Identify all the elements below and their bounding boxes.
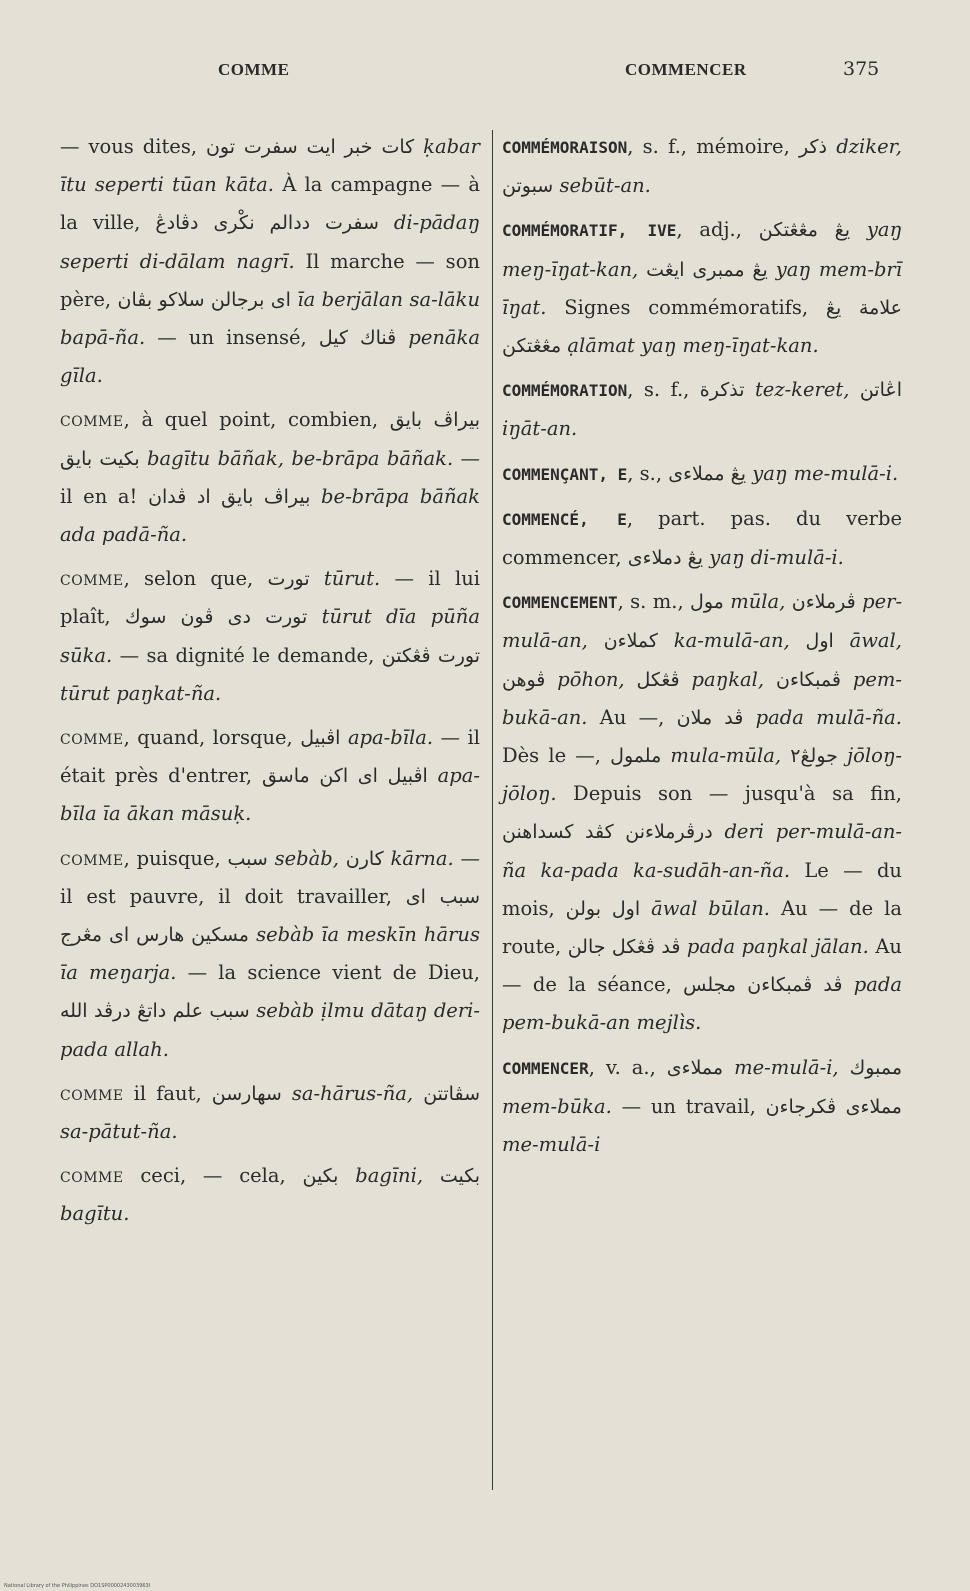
- transliteration: sebàb īa meskīn hārus īa meŋarja.: [60, 923, 480, 985]
- jawi-text: سبب علم داتڠ درڤد الله: [60, 1000, 250, 1023]
- entry-text: Au — de la séance,: [502, 935, 902, 997]
- jawi-text: يڠ دملاءى: [627, 547, 704, 570]
- transliteration: bagīni,: [355, 1164, 424, 1188]
- entry-text: [588, 629, 604, 652]
- transliteration: tūrut dīa pūña sūka.: [60, 605, 480, 667]
- entry-text: [625, 668, 637, 691]
- transliteration: ka-mulā-an,: [673, 629, 790, 653]
- jawi-text: مول: [690, 591, 724, 614]
- jawi-text: سڤاتتن: [423, 1082, 480, 1105]
- jawi-text: مملاءى: [666, 1056, 724, 1079]
- transliteration: mula-mūla,: [670, 744, 782, 768]
- jawi-text: اڤبيل اى اكن ماسق: [261, 765, 428, 788]
- entry-text: , s. f., mémoire,: [627, 135, 800, 158]
- entry-text: , à quel point, combien,: [123, 408, 390, 432]
- transliteration: me-mulā-i,: [734, 1055, 839, 1079]
- transliteration: sa-hārus-ña,: [291, 1081, 414, 1105]
- entry-text: — vous dites,: [60, 135, 206, 158]
- dictionary-entry: [502, 211, 902, 365]
- dictionary-entry: [60, 1157, 480, 1233]
- dictionary-entry: [60, 401, 480, 554]
- jawi-text: بيراڤ بايق اد ڤدان: [148, 485, 311, 508]
- entry-text: [713, 820, 725, 843]
- jawi-text: درڤرملاءنن كڤد كسداهنن: [502, 821, 713, 844]
- transliteration: pada pem-bukā-an mejlìs.: [502, 973, 902, 1035]
- transliteration: āwal,: [849, 629, 902, 653]
- jawi-text: سفرت ددالم نكْرى: [213, 212, 379, 235]
- jawi-text: ممبوك: [849, 1056, 902, 1079]
- entry-text: [384, 847, 391, 870]
- jawi-text: جولڠ٢: [790, 745, 838, 768]
- jawi-text: سبب: [227, 847, 268, 870]
- jawi-text: بكيت: [439, 1165, 480, 1188]
- entry-text: [839, 1056, 850, 1079]
- entry-text: [307, 605, 321, 628]
- jawi-text: ڤد ڤمبكاءن مجلس: [683, 974, 843, 997]
- transliteration: apa-bīla.: [347, 726, 434, 750]
- headword: COMMÉMORATION: [502, 381, 628, 401]
- jawi-text: اڠاتن: [859, 379, 902, 402]
- entry-text: Au — de la route,: [502, 896, 902, 959]
- jawi-text: ڤڠكل: [636, 668, 680, 691]
- headword: COMMENCER: [502, 1058, 589, 1078]
- entry-text: [849, 378, 859, 401]
- jawi-text: ڤرملاءن: [791, 591, 856, 614]
- entry-text: — il lui plaît,: [60, 567, 480, 629]
- entry-text: [640, 897, 651, 920]
- entry-text: [834, 629, 850, 652]
- dictionary-entry: [60, 719, 480, 834]
- entry-text: [340, 726, 347, 749]
- transliteration: di-pādaŋ seperti di-dālam nagrī.: [60, 211, 480, 273]
- transliteration: yaŋ meŋ-īŋat-kan,: [502, 218, 903, 281]
- entry-text: [249, 923, 256, 946]
- entry-text: [838, 744, 847, 767]
- entry-text: Signes commémoratifs,: [546, 295, 826, 319]
- headword: COMMENÇANT, E: [502, 464, 628, 484]
- right-column: [502, 128, 902, 1170]
- transliteration: pada mulā-ña.: [755, 705, 903, 729]
- entry-text: [310, 567, 324, 590]
- entry-keyword: comme: [60, 1164, 124, 1188]
- column-divider: [492, 130, 493, 1490]
- entry-text: [423, 1164, 440, 1187]
- entry-text: [338, 1164, 355, 1187]
- jawi-text: اول بولن: [565, 897, 641, 920]
- entry-text: — il est pauvre, il doit travailler,: [60, 846, 480, 908]
- entry-text: [827, 135, 836, 158]
- transliteration: mūla,: [730, 590, 786, 614]
- left-column: [60, 128, 480, 1240]
- transliteration: deri per-mulā-an-ña ka-pada ka-sudāh-an-ña.: [502, 820, 902, 882]
- entry-text: [638, 258, 646, 281]
- entry-text: il faut,: [123, 1081, 212, 1105]
- entry-text: — un insensé,: [145, 326, 319, 350]
- entry-text: [850, 218, 867, 241]
- transliteration: bagītu.: [60, 1202, 130, 1226]
- transliteration: penāka gīla.: [60, 326, 480, 388]
- entry-text: À la campagne — à la ville,: [60, 173, 480, 235]
- transliteration: iŋāt-an.: [502, 417, 578, 441]
- transliteration: me-mulā-i: [502, 1133, 601, 1157]
- jawi-text: ڤمبكاءن: [775, 668, 841, 691]
- jawi-text: ملمول: [610, 745, 662, 768]
- entry-text: , adj.,: [676, 218, 759, 242]
- page-number: 375: [843, 58, 880, 80]
- running-head-left: COMME: [218, 60, 290, 79]
- entry-keyword: comme: [60, 726, 124, 750]
- entry-text: [428, 764, 438, 787]
- entry-text: — la science vient de Dieu,: [176, 961, 480, 985]
- headword: COMMÉMORATIF, IVE: [502, 221, 677, 241]
- jawi-text: كات: [381, 136, 415, 158]
- dictionary-entry: [60, 1075, 480, 1151]
- headword: COMMÉMORAISON: [502, 138, 628, 157]
- transliteration: yaŋ di-mulā-i.: [709, 546, 844, 570]
- entry-text: , s. m.,: [617, 590, 691, 614]
- entry-text: Le — du mois,: [502, 858, 902, 920]
- transliteration: tūrut.: [323, 567, 381, 591]
- transliteration: tez-keret,: [754, 378, 850, 402]
- jawi-text: سبوتن: [502, 175, 554, 198]
- headword: COMMENCEMENT: [502, 593, 618, 613]
- entry-text: [140, 447, 147, 470]
- entry-text: [842, 973, 853, 996]
- entry-text: , s. f.,: [627, 378, 700, 402]
- transliteration: per-mulā-an,: [502, 590, 903, 653]
- entry-text: Au —,: [587, 705, 677, 729]
- transliteration: sebàb ịlmu dātaŋ deri-pada allah.: [60, 999, 480, 1061]
- transliteration: pōhon,: [557, 667, 625, 691]
- jawi-text: كارن: [345, 847, 384, 870]
- entry-keyword: comme: [60, 1081, 124, 1105]
- jawi-text: سبب اى مسكين هارس اى مڠرج: [60, 885, 480, 947]
- entry-text: [764, 668, 776, 691]
- jawi-text: ڤد ملان: [676, 706, 744, 729]
- jawi-text: يڠ مڠڠتكن: [758, 219, 850, 242]
- jawi-text: ذكر: [799, 136, 828, 158]
- jawi-text: مملاءى ڤكرجاءن: [765, 1095, 902, 1118]
- jawi-text: يڠ مملاءى: [668, 462, 746, 485]
- entry-text: [545, 668, 557, 691]
- jawi-text: ڤوهن: [502, 668, 546, 691]
- entry-text: [790, 629, 806, 652]
- entry-text: , selon que,: [123, 567, 268, 591]
- transliteration: be-brāpa bāñak ada padā-ña.: [60, 484, 480, 547]
- jawi-text: اول: [805, 630, 834, 653]
- headword: COMMENCÉ, E: [502, 509, 627, 529]
- dictionary-entry: [60, 560, 480, 713]
- entry-text: [841, 668, 853, 691]
- library-footer: National Library of the Philippines DO1SP0000243003963I: [4, 1583, 151, 1589]
- transliteration: pada paŋkal jālan.: [686, 935, 869, 959]
- entry-text: [781, 744, 790, 767]
- transliteration: mem-būka.: [502, 1094, 612, 1118]
- entry-text: [745, 378, 755, 401]
- dictionary-entry: [502, 1049, 902, 1165]
- jawi-text: اى برجالن سلاكو بڤان: [117, 288, 291, 311]
- entry-text: , puisque,: [123, 846, 228, 870]
- entry-text: , quand, lorsque,: [123, 726, 301, 750]
- jawi-text: سهارسن: [211, 1082, 282, 1105]
- entry-keyword: comme: [60, 846, 124, 870]
- entry-text: [198, 211, 213, 234]
- jawi-text: تذكرة: [699, 379, 745, 402]
- jawi-text: تورت: [267, 568, 310, 591]
- entry-text: [680, 668, 692, 691]
- entry-keyword: comme: [60, 408, 124, 432]
- dictionary-entry: [60, 128, 480, 395]
- jawi-text: يڠ ممبرى ايڠت: [646, 258, 768, 281]
- transliteration: ḳabar ītu seperti tūan kāta.: [60, 135, 480, 197]
- entry-text: [743, 706, 755, 729]
- jawi-text: علامة يڠ مڠڠتكن: [502, 296, 903, 358]
- jawi-text: كملاءن: [603, 630, 658, 653]
- dictionary-entry: [502, 128, 902, 205]
- jawi-text: ڤد ڤڠكل جالن: [567, 936, 681, 959]
- transliteration: kārna.: [390, 846, 454, 870]
- entry-text: Dès le —,: [502, 744, 611, 768]
- transliteration: ạlāmat yaŋ meŋ-īŋat-kan.: [567, 334, 819, 358]
- entry-text: [413, 1082, 423, 1105]
- entry-text: [414, 135, 423, 158]
- entry-text: [339, 847, 346, 870]
- entry-text: [282, 1082, 292, 1105]
- entry-text: [768, 258, 776, 281]
- dictionary-entry: [60, 840, 480, 1069]
- dictionary-entry: [502, 371, 902, 448]
- entry-text: Depuis son — jusqu'à sa fin,: [556, 782, 902, 806]
- transliteration: sebūt-an.: [559, 174, 651, 198]
- transliteration: jōloŋ-jōloŋ.: [502, 744, 902, 806]
- entry-text: — un travail,: [611, 1094, 766, 1118]
- transliteration: sebàb,: [274, 846, 339, 870]
- running-head-right: COMMENCER: [625, 60, 747, 79]
- entry-text: [396, 326, 408, 349]
- entry-text: — il était près d'entrer,: [60, 726, 480, 788]
- transliteration: paŋkal,: [691, 667, 765, 691]
- transliteration: pem-bukā-an.: [502, 667, 902, 729]
- dictionary-entry: [502, 500, 902, 577]
- entry-text: ceci, — cela,: [123, 1164, 303, 1188]
- jawi-text: بيراڤ بايق: [389, 409, 480, 432]
- jawi-text: بكين: [302, 1165, 339, 1188]
- jawi-text: خبر ايت سفرت تون: [205, 136, 373, 158]
- entry-text: , part. pas. du verbe commencer,: [502, 506, 902, 570]
- jawi-text: بكيت بايق: [60, 447, 140, 470]
- entry-text: , s.,: [627, 461, 669, 485]
- jawi-text: تورت دى ڤون سوك: [124, 606, 308, 629]
- jawi-text: دڤادڠ: [155, 212, 199, 235]
- transliteration: yaŋ me-mulā-i.: [752, 461, 899, 485]
- jawi-text: ڤناك كيل: [318, 327, 397, 350]
- jawi-text: تورت ڤڠكتن: [381, 644, 480, 667]
- entry-text: [268, 847, 275, 870]
- jawi-text: اڤبيل: [300, 727, 341, 750]
- transliteration: dziker,: [836, 135, 902, 158]
- entry-text: [658, 629, 674, 652]
- entry-text: — il en a!: [60, 446, 481, 508]
- dictionary-entry: [502, 455, 902, 494]
- transliteration: āwal būlan.: [651, 896, 770, 920]
- transliteration: tūrut paŋkat-ña.: [60, 681, 222, 705]
- transliteration: bagītu bāñak,: [147, 446, 284, 470]
- transliteration: be-brāpa bāñak.: [291, 446, 454, 470]
- entry-keyword: comme: [60, 567, 124, 591]
- transliteration: īa berjālan sa-lāku bapā-ña.: [60, 287, 481, 350]
- entry-text: [723, 1056, 734, 1079]
- entry-text: — sa dignité le demande,: [112, 643, 382, 667]
- transliteration: sa-pātut-ña.: [60, 1120, 178, 1144]
- entry-text: , v. a.,: [588, 1055, 667, 1079]
- transliteration: yaŋ mem-brī īŋat.: [502, 257, 902, 319]
- entry-text: [379, 211, 394, 234]
- entry-text: [310, 485, 321, 508]
- entry-text: Il marche — son père,: [60, 249, 480, 311]
- transliteration: apa-bīla īa ākan māsuḳ.: [60, 764, 480, 826]
- dictionary-entry: [502, 583, 902, 1042]
